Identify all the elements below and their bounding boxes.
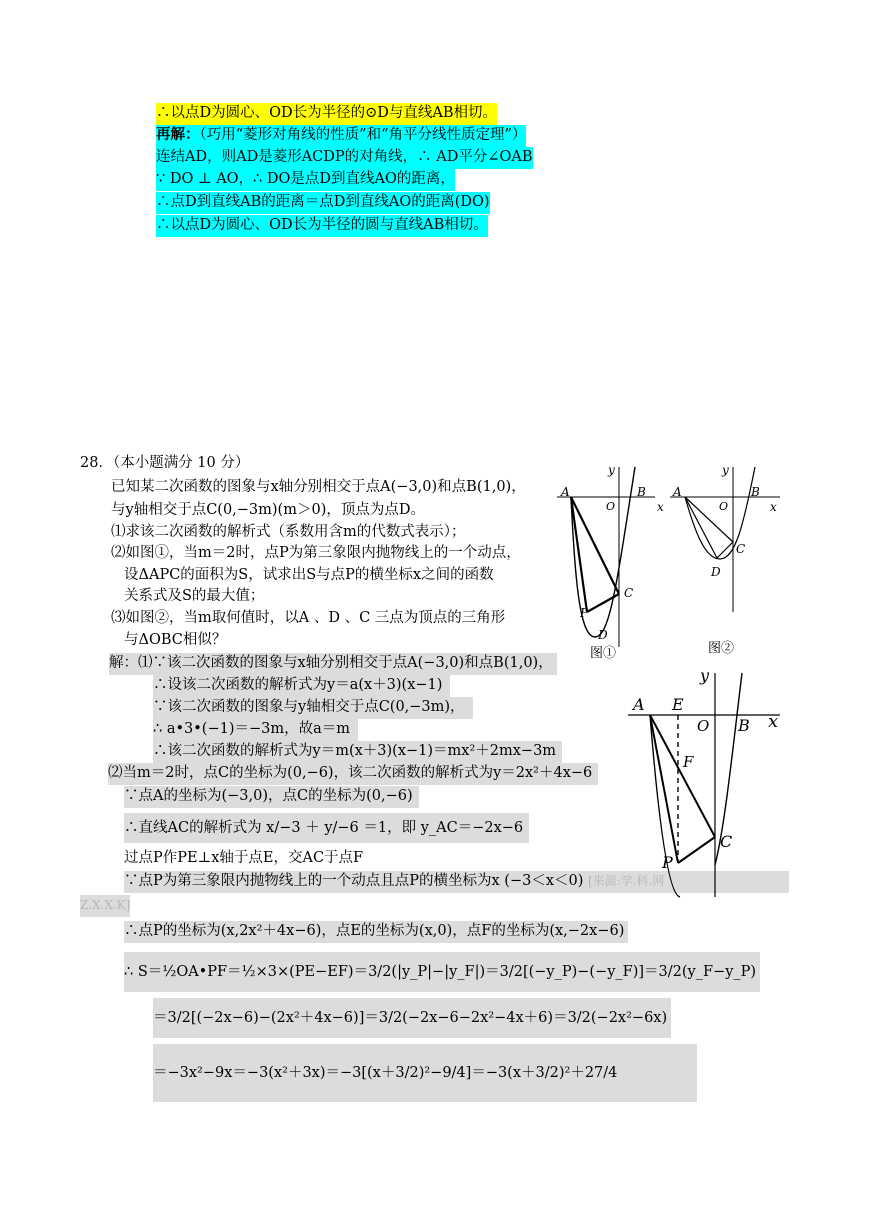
question-2b: 设ΔAPC的面积为S，试求出S与点P的横坐标x之间的函数 bbox=[124, 567, 494, 583]
fig3-label-P: P bbox=[662, 853, 673, 872]
re-solve-hint: （巧用“菱形对角线的性质”和“角平分线性质定理”） bbox=[199, 127, 527, 143]
solution-line-12: ∴ S＝½OA•PF＝½×3×(PE−EF)＝3/2(|y_P|−|y_F|)＝3/2[(−y_P)−(−y_F)]＝3/2(y_F−y_P) bbox=[124, 952, 760, 992]
solution-line-10-text: ∵点P为第三象限内抛物线上的一个动点且点P的横坐标为x (−3＜x＜0) bbox=[124, 873, 584, 889]
problem-number: 28．（本小题满分 10 分） bbox=[80, 455, 250, 471]
fig3-label-C: C bbox=[720, 832, 733, 851]
fig1-label-O: O bbox=[606, 500, 616, 513]
solution-line-14: ＝−3x²−9x＝−3(x²＋3x)＝−3[(x＋3/2)²−9/4]＝−3(x＋3/2)²＋27/4 bbox=[153, 1044, 697, 1102]
fig3-label-y: y bbox=[700, 666, 710, 685]
fig3-label-x: x bbox=[768, 711, 779, 732]
fig3-line-pc bbox=[678, 837, 715, 863]
fig2-label-C: C bbox=[736, 542, 746, 556]
fig2-line-ad bbox=[685, 497, 717, 558]
fig2-caption: 图② bbox=[708, 641, 735, 656]
top-line-4: ∵ DO ⊥ AO，∴ DO是点D到直线AO的距离， bbox=[156, 169, 455, 191]
solution-line-8: ∴直线AC的解析式为 x/−3 ＋ y/−6 ＝1，即 y_AC＝−2x−6 bbox=[124, 813, 529, 843]
fig1-label-P: P bbox=[580, 606, 589, 620]
solution-line-4: ∴ a•3•(−1)＝−3m，故a＝m bbox=[153, 719, 358, 741]
fig1-label-C: C bbox=[624, 586, 634, 600]
fig2-label-B: B bbox=[751, 485, 760, 499]
question-3b: 与ΔOBC相似？ bbox=[124, 632, 227, 648]
top-line-1: ∴以点D为圆心、OD长为半径的⊙D与直线AB相切。 bbox=[156, 103, 497, 125]
problem-line-1: 已知某二次函数的图象与x轴分别相交于点A(−3,0)和点B(1,0)， bbox=[111, 479, 526, 495]
solution-line-1: 解：⑴∵该二次函数的图象与x轴分别相交于点A(−3,0)和点B(1,0)， bbox=[109, 653, 557, 675]
fig2-label-O: O bbox=[719, 500, 729, 513]
fig3-label-F: F bbox=[683, 753, 694, 771]
re-solve-label: 再解： bbox=[156, 126, 200, 143]
fig1-label-x: x bbox=[657, 500, 664, 514]
fig3-label-B: B bbox=[738, 716, 750, 735]
question-2c: 关系式及S的最大值； bbox=[124, 588, 265, 604]
fig1-label-A: A bbox=[561, 485, 570, 499]
fig1-label-D: D bbox=[598, 628, 608, 642]
fig3-label-E: E bbox=[672, 695, 684, 714]
solution-line-13: ＝3/2[(−2x−6)−(2x²＋4x−6)]＝3/2(−2x−6−2x²−4x＋6)＝3/2(−2x²−6x) bbox=[153, 998, 671, 1038]
top-line-6: ∴以点D为圆心、OD长为半径的圆与直线AB相切。 bbox=[156, 215, 488, 237]
solution-line-6: ⑵当m＝2时，点C的坐标为(0,−6)，该二次函数的解析式为y＝2x²＋4x−6 bbox=[108, 763, 598, 785]
question-3a: ⑶如图②，当m取何值时，以A 、D 、C 三点为顶点的三角形 bbox=[111, 610, 506, 626]
problem-line-2: 与y轴相交于点C(0,−3m)(m＞0)，顶点为点D。 bbox=[111, 502, 425, 518]
solution-line-7: ∵点A的坐标为(−3,0)，点C的坐标为(0,−6) bbox=[124, 786, 419, 808]
fig3-label-O: O bbox=[697, 717, 710, 735]
solution-line-9: 过点P作PE⊥x轴于点E，交AC于点F bbox=[124, 850, 364, 866]
question-2a: ⑵如图①，当m＝2时，点P为第三象限内抛物线上的一个动点， bbox=[111, 545, 521, 561]
top-line-3: 连结AD，则AD是菱形ACDP的对角线，∴ AD平分∠OAB bbox=[156, 147, 533, 169]
solution-line-11: ∴点P的坐标为(x,2x²＋4x−6)，点E的坐标为(x,0)，点F的坐标为(x,−2x−6) bbox=[124, 921, 628, 943]
solution-line-10-cont bbox=[80, 895, 130, 917]
source-watermark-2: Z.X.X.K] bbox=[80, 898, 131, 912]
fig2-label-y: y bbox=[722, 463, 729, 477]
fig2-label-A: A bbox=[673, 485, 682, 499]
figures-1-2 bbox=[555, 462, 785, 662]
solution-line-3: ∵该二次函数的图象与y轴相交于点C(0,−3m)， bbox=[153, 697, 473, 719]
fig1-caption: 图① bbox=[590, 646, 617, 661]
fig1-line-pc bbox=[587, 594, 619, 612]
figure-3 bbox=[620, 665, 790, 900]
question-1: ⑴求该二次函数的解析式（系数用含m的代数式表示）； bbox=[111, 524, 466, 540]
fig3-label-A: A bbox=[633, 695, 645, 714]
fig1-label-y: y bbox=[608, 463, 615, 477]
solution-line-2: ∴设该二次函数的解析式为y＝a(x＋3)(x−1) bbox=[153, 675, 450, 697]
source-watermark: [来源:学.科.网 bbox=[588, 874, 665, 888]
fig2-line-dc bbox=[717, 542, 733, 558]
fig2-label-D: D bbox=[711, 565, 721, 579]
top-line-5: ∴点D到直线AB的距离＝点D到直线AO的距离(DO) bbox=[156, 192, 490, 214]
solution-line-5: ∴该二次函数的解析式为y＝m(x＋3)(x−1)＝mx²＋2mx−3m bbox=[153, 741, 562, 763]
top-line-2 bbox=[156, 125, 526, 147]
fig3-line-ap bbox=[650, 715, 678, 863]
fig2-label-x: x bbox=[770, 500, 777, 514]
fig1-label-B: B bbox=[637, 485, 646, 499]
